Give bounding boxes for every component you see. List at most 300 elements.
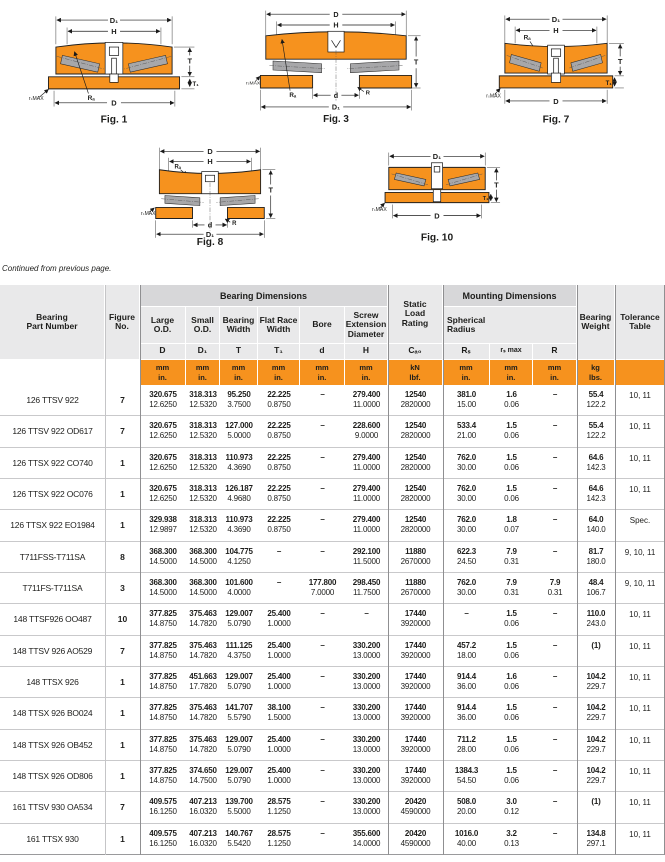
figure-no-cell: 7 [120, 645, 125, 656]
table-row [0, 824, 665, 855]
value-cell: 38.100 1.5000 [267, 703, 291, 723]
figure-no-cell: 7 [120, 395, 125, 406]
value-cell: 55.4 122.2 [586, 421, 606, 441]
value-cell: 129.007 5.0790 [225, 671, 253, 691]
table-row [0, 448, 665, 479]
table-row [0, 698, 665, 729]
value-cell: – [552, 640, 558, 650]
column-divider [388, 285, 389, 855]
value-cell: 320.675 12.6250 [149, 421, 177, 441]
value-cell: 101.600 4.0000 [225, 577, 253, 597]
value-cell: 1016.0 40.00 [454, 828, 479, 848]
value-cell: 22.225 0.8750 [267, 390, 291, 409]
value-cell: 95.250 3.7500 [227, 390, 251, 409]
fig8-caption: Fig. 8 [196, 237, 224, 249]
tolerance-cell: 10, 11 [629, 735, 651, 745]
value-cell: 64.0 140.0 [586, 515, 606, 535]
fig8-race-right [227, 207, 264, 218]
table-row [0, 761, 665, 792]
value-cell: 55.4 122.2 [586, 390, 606, 409]
value-cell: 320.675 12.6250 [149, 452, 177, 472]
continued-note: Continued from previous page. [2, 264, 112, 273]
figure-10-diagram [372, 147, 502, 249]
value-cell: 1.8 0.07 [504, 515, 519, 535]
value-cell: 141.707 5.5790 [225, 703, 253, 723]
col-header-bore: Bore [300, 307, 344, 343]
value-cell: 375.463 14.7820 [189, 703, 217, 723]
value-cell: 3.2 0.13 [504, 828, 519, 848]
value-cell: 762.0 30.00 [456, 483, 477, 503]
value-cell: 377.825 14.8750 [149, 671, 177, 691]
part-number-cell: T711FS-T711SA [22, 583, 83, 594]
fig10-caption: Fig. 10 [420, 232, 454, 244]
value-cell: 407.213 16.0320 [189, 828, 217, 848]
value-cell: 762.0 30.00 [456, 452, 477, 472]
units-spherical-radius: mm in. [443, 360, 489, 385]
value-cell: 64.6 142.3 [586, 452, 606, 472]
fig10-dim-outer-top: D₁ [432, 152, 442, 162]
fig3-dim-thickness: T [413, 57, 419, 67]
fig10-dim-race-thickness: T₁ [482, 195, 489, 202]
tolerance-cell: 9, 10, 11 [624, 578, 656, 588]
tolerance-cell: 10, 11 [629, 453, 651, 463]
value-cell: 134.8 297.1 [586, 828, 606, 848]
value-cell: 762.0 30.00 [456, 515, 477, 535]
fig1-dim-bottom: D [111, 98, 117, 108]
part-number-cell: 126 TTSX 922 EO1984 [10, 520, 95, 531]
fig8-race-left [156, 207, 193, 218]
value-cell: 1.5 0.06 [504, 734, 519, 754]
value-cell: 11880 2670000 [400, 546, 431, 566]
table-row [0, 416, 665, 447]
value-cell: 318.313 12.5320 [189, 452, 217, 472]
value-cell: 1.5 0.06 [504, 452, 519, 472]
value-cell: 914.4 36.00 [456, 703, 477, 723]
figure-no-cell: 10 [117, 614, 128, 625]
part-number-cell: 148 TTSX 926 BO024 [12, 708, 93, 719]
value-cell: 330.200 13.0000 [352, 797, 381, 817]
col-header-small-od: Small O.D. [186, 307, 219, 343]
value-cell: 28.575 1.1250 [267, 828, 291, 848]
symbol-r: R [533, 344, 576, 359]
value-cell: – [320, 515, 325, 525]
tolerance-cell: 10, 11 [629, 484, 651, 494]
col-header-static-load: Static Load Rating [388, 285, 442, 343]
value-cell: – [276, 577, 282, 587]
value-cell: 140.767 5.5420 [225, 828, 253, 848]
value-cell: 25.400 1.0000 [267, 671, 291, 691]
value-cell: 110.973 4.3690 [225, 452, 253, 472]
value-cell: 330.200 13.0000 [352, 734, 381, 754]
tolerance-cell: 10, 11 [629, 766, 651, 776]
value-cell: 320.675 12.6250 [149, 390, 177, 409]
value-cell: 762.0 30.00 [456, 577, 477, 597]
value-cell: 17440 3920000 [400, 765, 431, 785]
part-number-cell: 126 TTSV 922 [26, 395, 79, 406]
value-cell: 1.5 0.06 [504, 609, 519, 629]
value-cell: 104.2 229.7 [586, 703, 606, 723]
value-cell: 3.0 0.12 [504, 797, 519, 817]
value-cell: 377.825 14.8750 [149, 765, 177, 785]
fig1-dim-inner-top: H [111, 27, 117, 37]
fig3-fillet-corner-label: rₛMAX [246, 81, 261, 87]
fig1-fillet-corner-label: rₛMAX [28, 96, 44, 103]
fig3-race-left [260, 75, 312, 88]
value-cell: 129.007 5.0790 [225, 609, 253, 629]
part-number-cell: 161 TTSX 930 [26, 833, 79, 844]
fig3-dim-bottom: D₁ [331, 102, 341, 112]
fig10-dim-thickness: T [494, 180, 499, 190]
value-cell: 368.300 14.5000 [149, 577, 177, 597]
value-cell: 368.300 14.5000 [189, 546, 217, 566]
value-cell: 318.313 12.5320 [189, 515, 217, 535]
figure-no-cell: 7 [120, 802, 125, 813]
fig3-dim-inner-top: H [333, 20, 339, 30]
table-body [0, 385, 665, 855]
fig3-dim-bore: d [333, 90, 339, 100]
table-row [0, 667, 665, 698]
value-cell: 17440 3920000 [400, 734, 431, 754]
value-cell: – [320, 452, 325, 462]
units-bearing-width: mm in. [220, 360, 257, 385]
fig8-dim-inner-top: H [207, 157, 213, 167]
figure-no-cell: 7 [120, 426, 125, 437]
value-cell: – [552, 703, 558, 713]
figure-no-cell: 1 [120, 489, 125, 500]
value-cell: 407.213 16.0320 [189, 797, 217, 817]
fig8-dim-bottom: D₁ [205, 229, 215, 239]
tolerance-cell: Spec. [629, 516, 651, 526]
fig1-dim-thickness: T [187, 56, 193, 66]
table-row [0, 604, 665, 635]
col-header-tolerance-table: Tolerance Table [615, 285, 665, 359]
value-cell: 377.825 14.8750 [149, 609, 177, 629]
value-cell: 409.575 16.1250 [149, 797, 177, 817]
value-cell: 7.9 0.31 [547, 577, 563, 597]
value-cell: – [552, 671, 558, 681]
tolerance-cell: 10, 11 [629, 610, 651, 620]
value-cell: 7.9 0.31 [504, 546, 519, 566]
tolerance-cell: 10, 11 [629, 798, 651, 808]
figure-no-cell: 1 [120, 739, 125, 750]
fig1-caption: Fig. 1 [100, 114, 128, 126]
value-cell: 20420 4590000 [400, 828, 431, 848]
value-cell: 318.313 12.5320 [189, 483, 217, 503]
part-number-cell: 148 TTSX 926 OD806 [12, 771, 93, 782]
value-cell: 12540 2820000 [400, 390, 431, 409]
fig7-caption: Fig. 7 [542, 114, 570, 126]
value-cell: 110.973 4.3690 [225, 515, 253, 535]
part-number-cell: 126 TTSX 922 OC076 [12, 489, 93, 500]
symbol-bore: d [300, 344, 344, 359]
value-cell: – [552, 452, 558, 462]
fig7-spherical-label: Rₐ [523, 34, 531, 42]
value-cell: 1.5 0.06 [504, 483, 519, 503]
value-cell: 375.463 14.7820 [189, 640, 217, 660]
fig7-dim-race-thickness: T₁ [605, 81, 612, 88]
value-cell: 22.225 0.8750 [267, 421, 291, 441]
value-cell: 508.0 20.00 [456, 797, 477, 817]
col-header-bearing-weight: Bearing Weight [577, 285, 614, 359]
value-cell: 329.938 12.9897 [149, 515, 177, 535]
figure-no-cell: 8 [120, 551, 125, 562]
table-row [0, 479, 665, 510]
value-cell: – [320, 609, 325, 619]
figure-no-cell: 1 [120, 708, 125, 719]
units-rs-max: mm in. [490, 360, 532, 385]
value-cell: 1.5 0.06 [504, 421, 519, 441]
fig7-dim-inner-top: H [553, 26, 559, 36]
figure-3-diagram [246, 5, 426, 126]
value-cell: 22.225 0.8750 [267, 452, 291, 472]
value-cell: – [320, 797, 325, 807]
value-cell: 1.6 0.06 [504, 390, 519, 409]
value-cell: 111.125 4.3750 [225, 640, 253, 660]
value-cell: 104.2 229.7 [586, 734, 606, 754]
value-cell: 48.4 106.7 [586, 577, 606, 597]
fig3-dim-outer-top: D [333, 9, 339, 19]
column-divider [577, 285, 578, 855]
value-cell: 457.2 18.00 [456, 640, 477, 660]
value-cell: – [320, 671, 325, 681]
col-header-large-od: Large O.D. [140, 307, 185, 343]
fig8-fillet-corner-label: rₛMAX [141, 210, 156, 217]
value-cell: 12540 2820000 [400, 452, 431, 472]
value-cell: – [320, 421, 325, 431]
table-row [0, 792, 665, 823]
units-static-load: kN lbf. [388, 360, 442, 385]
figure-7-diagram [486, 8, 626, 127]
value-cell: 25.400 1.0000 [267, 640, 291, 660]
part-number-cell: 126 TTSX 922 CO740 [12, 457, 93, 468]
fig3-race-right [359, 75, 411, 88]
value-cell: 110.0 243.0 [586, 609, 606, 629]
value-cell: 12540 2820000 [400, 515, 431, 535]
value-cell: – [552, 390, 558, 399]
value-cell: 22.225 0.8750 [267, 515, 291, 535]
value-cell: 330.200 13.0000 [352, 703, 381, 723]
part-number-cell: T711FSS-T711SA [19, 551, 86, 562]
fig8-dim-outer-top: D [207, 147, 213, 157]
tolerance-cell: 10, 11 [629, 672, 651, 682]
part-number-cell: 148 TTSV 926 AO529 [12, 645, 93, 656]
col-header-part-number: Bearing Part Number [0, 285, 104, 359]
part-number-cell: 161 TTSV 930 OA534 [12, 802, 93, 813]
value-cell: 28.575 1.1250 [267, 797, 291, 817]
value-cell: 330.200 13.0000 [352, 671, 381, 691]
tolerance-cell: 10, 11 [629, 422, 651, 432]
symbol-small-od: D₁ [186, 344, 219, 359]
value-cell: 1.5 0.06 [504, 765, 519, 785]
group-header-bearing-dimensions: Bearing Dimensions [140, 285, 387, 306]
value-cell: 12540 2820000 [400, 483, 431, 503]
value-cell: – [320, 640, 325, 650]
col-header-spherical-radius: Spherical Radius [443, 307, 576, 343]
value-cell: – [320, 734, 325, 744]
value-cell: – [552, 609, 558, 619]
value-cell: – [552, 421, 558, 431]
fig7-dim-outer-top: D₁ [551, 14, 561, 24]
symbol-screw-extension: H [345, 344, 387, 359]
column-divider [140, 285, 141, 855]
col-header-screw-extension: Screw Extension Diameter [345, 307, 387, 343]
value-cell: 17440 3920000 [400, 609, 431, 629]
value-cell: – [320, 546, 325, 556]
value-cell: 139.700 5.5000 [225, 797, 253, 817]
column-divider [615, 285, 616, 855]
part-number-cell: 148 TTSX 926 [26, 677, 79, 688]
fig1-dim-outer-top: D₁ [109, 15, 119, 25]
value-cell: 622.3 24.50 [456, 546, 477, 566]
units-small-od: mm in. [186, 360, 219, 385]
column-divider [105, 285, 106, 855]
fig8-dim-thickness: T [268, 185, 273, 195]
part-number-cell: 148 TTSF926 OO487 [13, 614, 92, 625]
value-cell: 381.0 15.00 [456, 390, 477, 409]
value-cell: 279.400 11.0000 [352, 452, 381, 472]
value-cell: 7.9 0.31 [504, 577, 519, 597]
value-cell: 81.7 180.0 [586, 546, 606, 566]
table-row [0, 385, 665, 416]
value-cell: 377.825 14.8750 [149, 640, 177, 660]
figure-no-cell: 1 [120, 677, 125, 688]
symbol-bearing-width: T [220, 344, 257, 359]
value-cell: – [320, 703, 325, 713]
value-cell: 355.600 14.0000 [352, 828, 381, 848]
fig8-roller-left [165, 196, 200, 206]
value-cell: – [552, 734, 558, 744]
tolerance-cell: 10, 11 [629, 829, 651, 839]
col-header-bearing-width: Bearing Width [220, 307, 257, 343]
figure-no-cell: 3 [120, 583, 125, 594]
value-cell: 377.825 14.8750 [149, 703, 177, 723]
column-divider [443, 285, 444, 855]
fig7-fillet-corner-label: rₛMAX [486, 93, 501, 100]
value-cell: 914.4 36.00 [456, 671, 477, 691]
fig3-fillet-label: R [365, 90, 370, 97]
value-cell: 25.400 1.0000 [267, 609, 291, 629]
fig8-dim-bore: d [207, 220, 213, 230]
value-cell: 409.575 16.1250 [149, 828, 177, 848]
value-cell: 279.400 11.0000 [352, 515, 381, 535]
figure-no-cell: 1 [120, 457, 125, 468]
value-cell: 177.800 7.0000 [308, 577, 337, 597]
value-cell: – [552, 515, 558, 525]
figure-no-cell: 1 [120, 771, 125, 782]
value-cell: 374.650 14.7500 [189, 765, 217, 785]
fig3-caption: Fig. 3 [323, 114, 349, 126]
value-cell: 533.4 21.00 [456, 421, 477, 441]
value-cell: 279.400 11.0000 [352, 483, 381, 503]
table-row [0, 636, 665, 667]
fig8-clamp [202, 172, 219, 194]
value-cell: 711.2 28.00 [456, 734, 477, 754]
value-cell: – [464, 609, 469, 619]
figure-1-diagram [28, 8, 200, 127]
tolerance-cell: 10, 11 [629, 391, 651, 400]
part-number-cell: 148 TTSX 926 OB452 [12, 739, 93, 750]
figure-no-cell: 1 [120, 520, 125, 531]
symbol-flat-race-width: T₁ [258, 344, 299, 359]
value-cell: 318.313 12.5320 [189, 390, 217, 409]
value-cell: 368.300 14.5000 [189, 577, 217, 597]
value-cell: 375.463 14.7820 [189, 734, 217, 754]
fig1-spherical-label: Rₐ [87, 95, 95, 103]
units-screw-extension: mm in. [345, 360, 387, 385]
value-cell: 17440 3920000 [400, 640, 431, 660]
value-cell: 377.825 14.8750 [149, 734, 177, 754]
value-cell: 64.6 142.3 [586, 483, 606, 503]
value-cell: 298.450 11.7500 [352, 577, 381, 597]
value-cell: – [320, 390, 325, 399]
value-cell: 25.400 1.0000 [267, 765, 291, 785]
value-cell: 25.400 1.0000 [267, 734, 291, 754]
value-cell: – [276, 546, 282, 556]
figure-no-cell: 1 [120, 833, 125, 844]
value-cell: 17440 3920000 [400, 671, 431, 691]
symbol-spherical-radius: Rₛ [443, 344, 489, 359]
fig10-dim-bottom: D [434, 211, 440, 221]
symbol-rs-max: rₛ max [490, 344, 532, 359]
value-cell: 12540 2820000 [400, 421, 431, 441]
fig10-fillet-corner-label: rₛMAX [372, 206, 387, 213]
symbol-static-load: Cₐ₀ [388, 344, 442, 359]
units-large-od: mm in. [140, 360, 185, 385]
units-bore: mm in. [300, 360, 344, 385]
value-cell: 330.200 13.0000 [352, 640, 381, 660]
value-cell: 279.400 11.0000 [352, 390, 381, 409]
table-row [0, 542, 665, 573]
value-cell: – [364, 609, 369, 619]
fig7-dim-bottom: D [553, 96, 559, 106]
value-cell: 368.300 14.5000 [149, 546, 177, 566]
table-row [0, 573, 665, 604]
value-cell: 129.007 5.0790 [225, 765, 253, 785]
tolerance-cell: 9, 10, 11 [624, 547, 656, 557]
value-cell: – [552, 546, 558, 556]
value-cell: 318.313 12.5320 [189, 421, 217, 441]
value-cell: 1.5 0.06 [504, 703, 519, 723]
tolerance-cell: 10, 11 [629, 641, 651, 651]
fig3-spherical-label: Rₐ [289, 92, 297, 99]
value-cell: 1.5 0.06 [504, 640, 519, 660]
value-cell: – [552, 765, 558, 775]
value-cell: 1.6 0.06 [504, 671, 519, 691]
group-header-mounting-dimensions: Mounting Dimensions [443, 285, 576, 306]
units-r: mm in. [533, 360, 576, 385]
bearing-table [0, 285, 665, 855]
fig7-dim-thickness: T [617, 56, 623, 66]
value-cell: 104.2 229.7 [586, 765, 606, 785]
units-flat-race-width: mm in. [258, 360, 299, 385]
value-cell: – [552, 797, 558, 807]
fig8-roller-right [220, 196, 255, 206]
value-cell: 126.187 4.9680 [225, 483, 253, 503]
value-cell: 228.600 9.0000 [352, 421, 381, 441]
fig1-dim-race-thickness: T₁ [192, 82, 199, 89]
value-cell: 104.775 4.1250 [225, 546, 253, 566]
tolerance-cell: 10, 11 [629, 704, 651, 714]
fig8-fillet-label: R [232, 220, 237, 227]
units-weight: kg lbs. [577, 360, 614, 385]
value-cell: – [320, 765, 325, 775]
part-number-cell: 126 TTSV 922 OD617 [12, 426, 93, 437]
value-cell: (1) [591, 797, 601, 807]
value-cell: (1) [591, 640, 601, 650]
value-cell: 330.200 13.0000 [352, 765, 381, 785]
units-tolerance [615, 360, 665, 385]
value-cell: 375.463 14.7820 [189, 609, 217, 629]
